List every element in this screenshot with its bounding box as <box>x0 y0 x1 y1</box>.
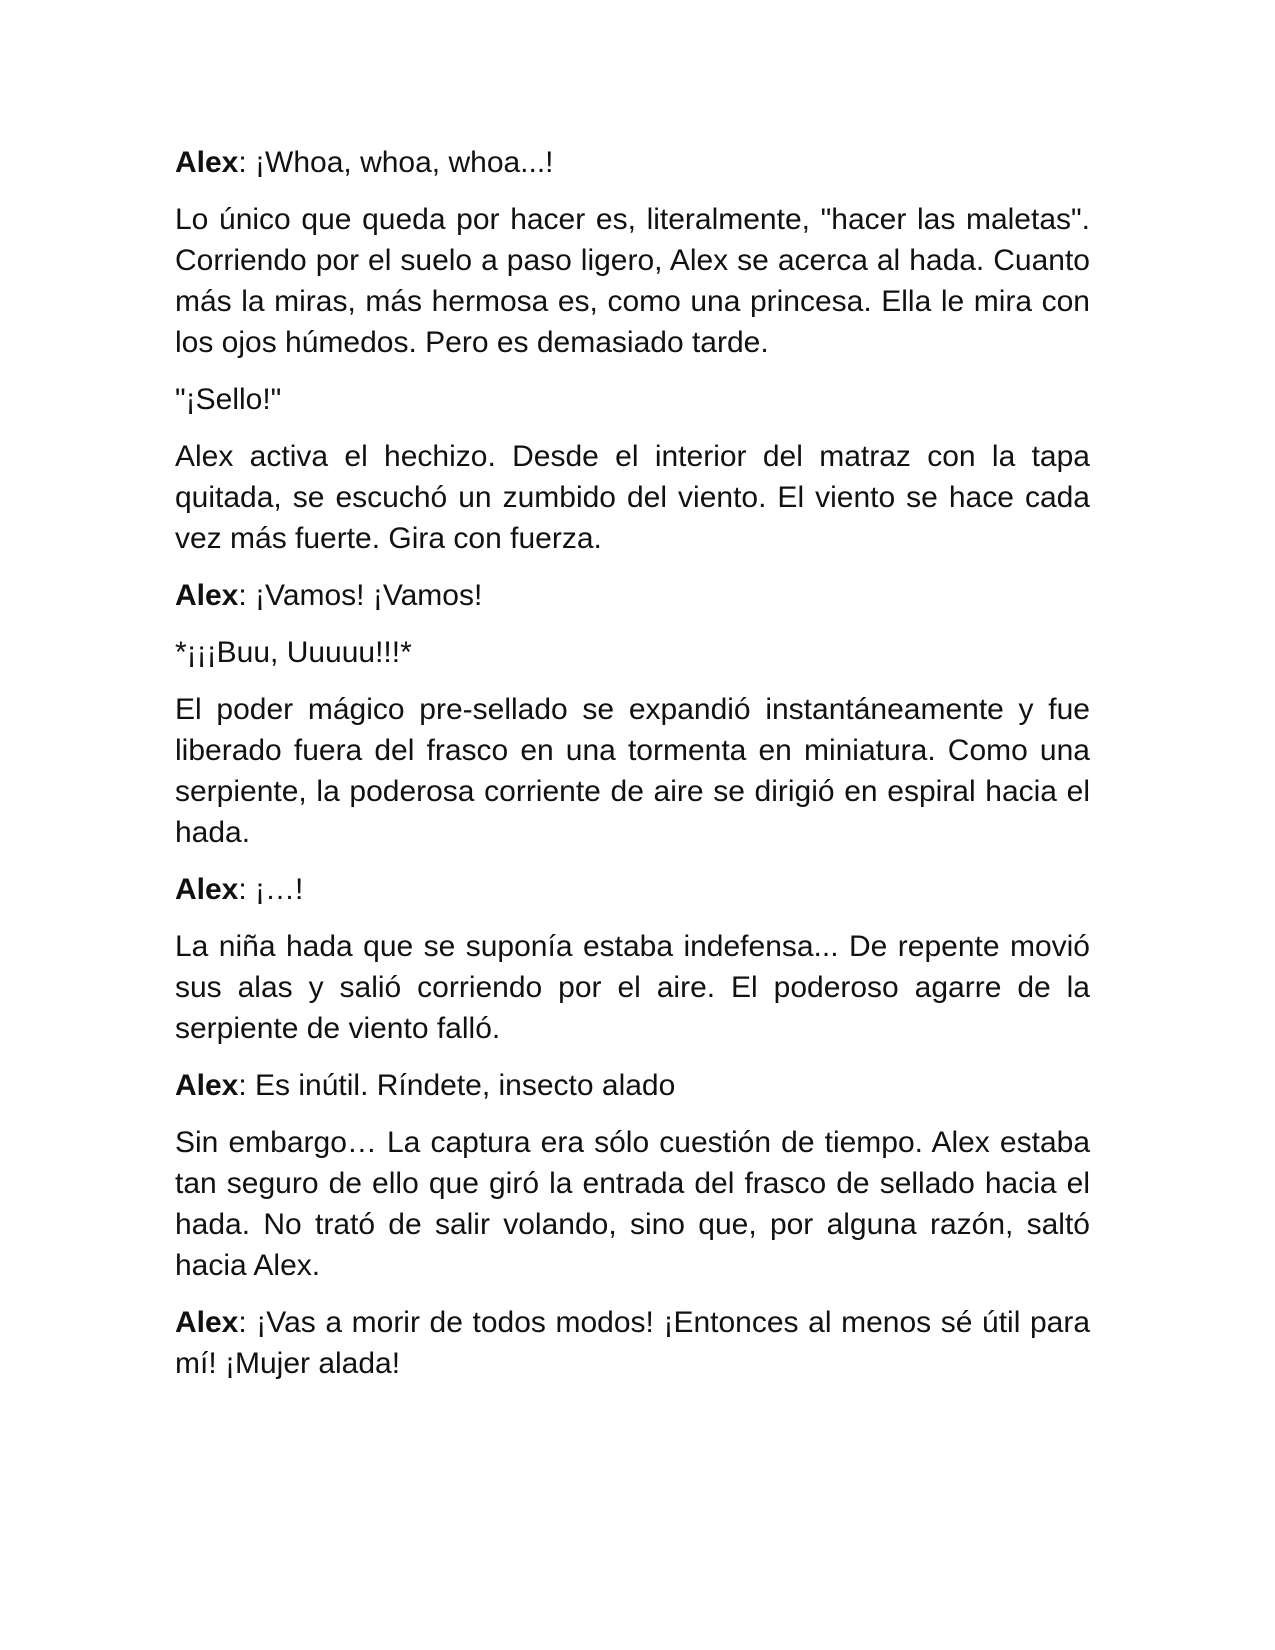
dialogue-text: : ¡…! <box>238 873 304 906</box>
dialogue-line <box>175 575 1090 616</box>
dialogue-text: : ¡Vas a morir de todos modos! ¡Entonces al menos sé útil para mí! ¡Mujer alada! <box>175 1306 1090 1380</box>
narration-paragraph <box>175 436 1090 559</box>
dialogue-text: : Es inútil. Ríndete, insecto alado <box>238 1069 676 1102</box>
dialogue-text: : ¡Whoa, whoa, whoa...! <box>238 146 554 179</box>
dialogue-line <box>175 1302 1090 1384</box>
narration-text: Sin embargo… La captura era sólo cuestión de tiempo. Alex estaba tan seguro de ello que giró la entrada del frasco de sellado hacia el hada. No trató de salir volando, sino que, por alguna razón, saltó hacia Alex. <box>175 1126 1090 1282</box>
speaker-name: Alex <box>175 146 239 179</box>
narration-text: Lo único que queda por hacer es, literalmente, "hacer las maletas". Corriendo por el suelo a paso ligero, Alex se acerca al hada. Cuanto más la miras, más hermosa es, como una princesa. Ella le mira con los ojos húmedos. Pero es demasiado tarde. <box>175 203 1090 359</box>
narration-paragraph <box>175 689 1090 853</box>
narration-paragraph <box>175 379 1090 420</box>
narration-paragraph <box>175 199 1090 363</box>
narration-text: La niña hada que se suponía estaba indefensa... De repente movió sus alas y salió corriendo por el aire. El poderoso agarre de la serpiente de viento falló. <box>175 930 1090 1045</box>
dialogue-line <box>175 869 1090 910</box>
narration-text: El poder mágico pre-sellado se expandió instantáneamente y fue liberado fuera del frasco en una tormenta en miniatura. Como una serpiente, la poderosa corriente de aire se dirigió en espiral hacia el hada. <box>175 693 1090 849</box>
narration-paragraph <box>175 1122 1090 1286</box>
narration-text: "¡Sello!" <box>175 383 282 416</box>
dialogue-text: : ¡Vamos! ¡Vamos! <box>238 579 483 612</box>
speaker-name: Alex <box>175 873 239 906</box>
speaker-name: Alex <box>175 579 239 612</box>
narration-text: Alex activa el hechizo. Desde el interior del matraz con la tapa quitada, se escuchó un zumbido del viento. El viento se hace cada vez más fuerte. Gira con fuerza. <box>175 440 1090 555</box>
document-page <box>175 142 1090 1400</box>
narration-text: *¡¡¡Buu, Uuuuu!!!* <box>175 636 412 669</box>
speaker-name: Alex <box>175 1069 239 1102</box>
dialogue-line <box>175 1065 1090 1106</box>
speaker-name: Alex <box>175 1306 239 1339</box>
narration-paragraph <box>175 926 1090 1049</box>
narration-paragraph <box>175 632 1090 673</box>
dialogue-line <box>175 142 1090 183</box>
